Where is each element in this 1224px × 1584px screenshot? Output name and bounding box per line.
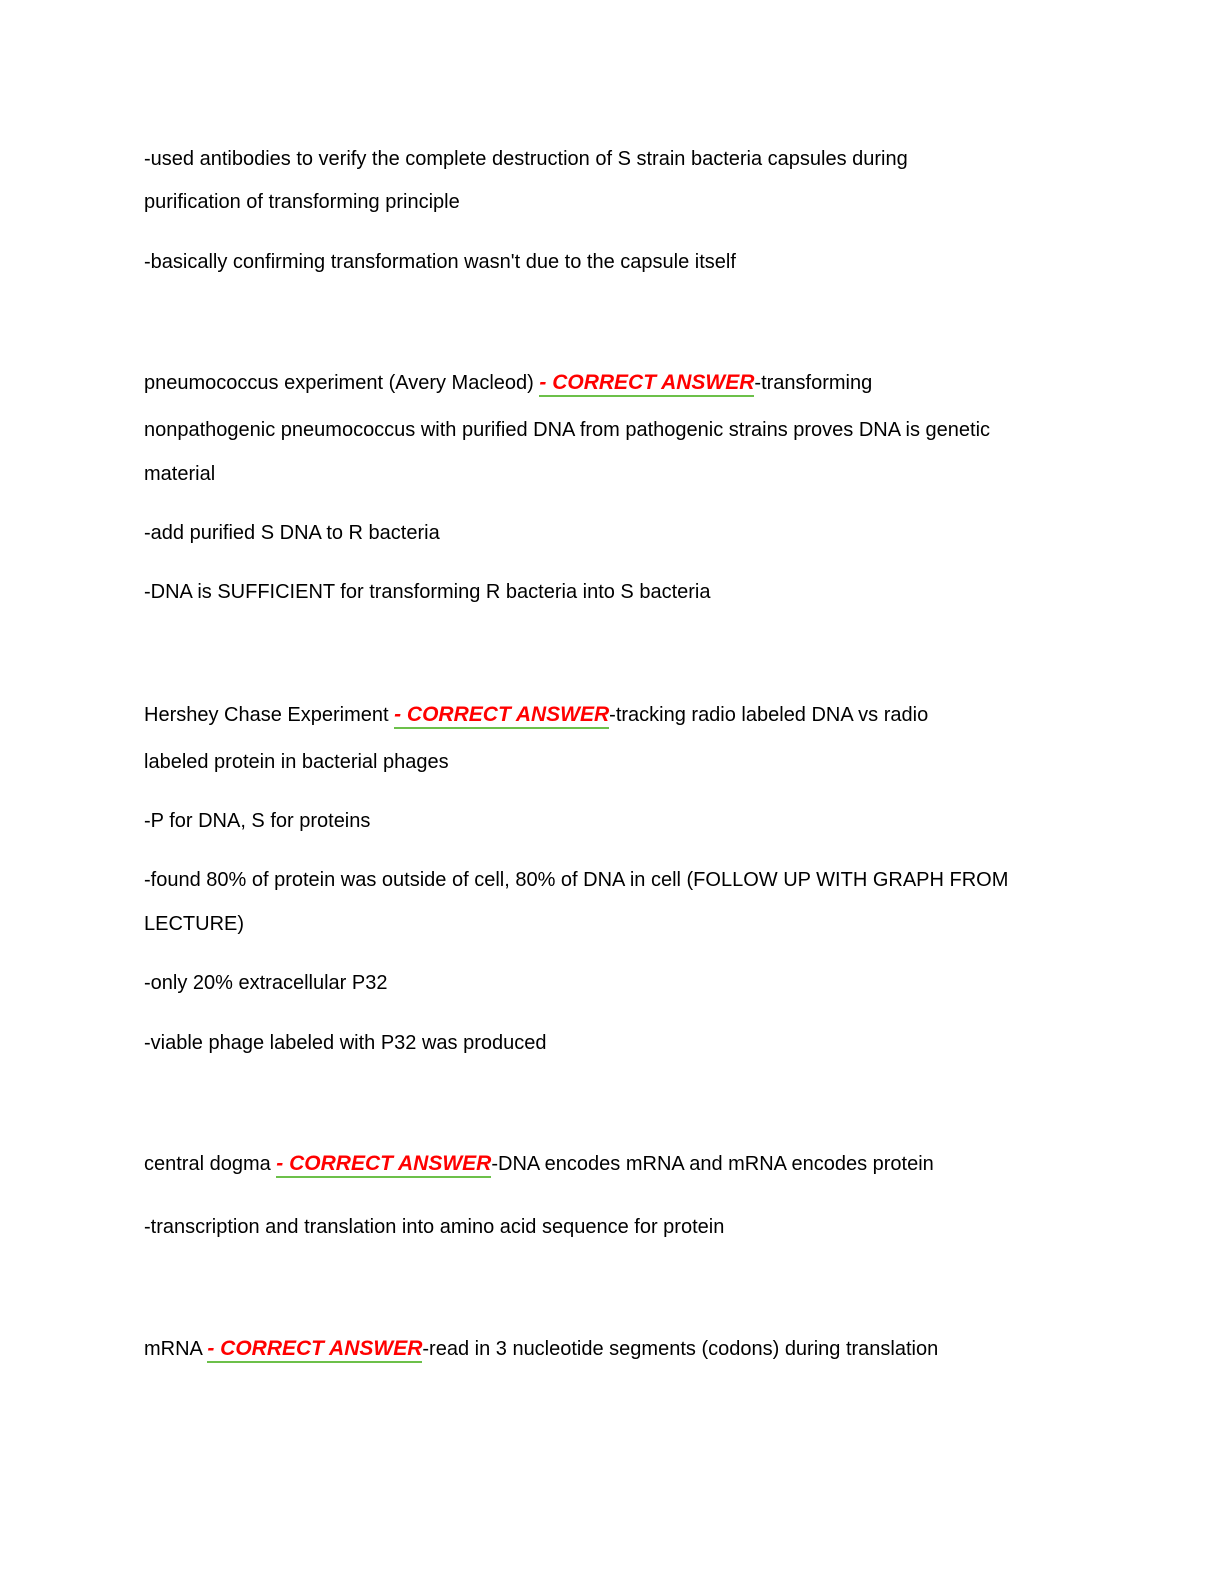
definition: -DNA encodes mRNA and mRNA encodes protein bbox=[491, 1153, 934, 1175]
text-line: material bbox=[144, 463, 216, 485]
text-line: -found 80% of protein was outside of cell, 80% of DNA in cell (FOLLOW UP WITH GRAPH FROM bbox=[144, 869, 1009, 891]
text-line: -basically confirming transformation wasn't due to the capsule itself bbox=[144, 251, 736, 273]
text-line: -add purified S DNA to R bacteria bbox=[144, 522, 440, 544]
term: mRNA bbox=[144, 1338, 208, 1360]
text-line: nonpathogenic pneumococcus with purified DNA from pathogenic strains proves DNA is genetic bbox=[144, 419, 991, 441]
qa-entry-hershey-chase bbox=[144, 702, 928, 728]
qa-entry-pneumococcus bbox=[144, 370, 872, 396]
text-line: -transcription and translation into amino acid sequence for protein bbox=[144, 1216, 725, 1238]
definition: -transforming bbox=[754, 372, 873, 394]
text-line: labeled protein in bacterial phages bbox=[144, 751, 449, 773]
qa-entry-central-dogma bbox=[144, 1151, 934, 1177]
correct-answer-tag: - CORRECT ANSWER bbox=[276, 1152, 491, 1178]
term: Hershey Chase Experiment bbox=[144, 704, 395, 726]
term: central dogma bbox=[144, 1153, 277, 1175]
text-line: -P for DNA, S for proteins bbox=[144, 810, 371, 832]
correct-answer-tag: - CORRECT ANSWER bbox=[539, 371, 754, 397]
text-line: LECTURE) bbox=[144, 913, 245, 935]
text-line: -only 20% extracellular P32 bbox=[144, 972, 388, 994]
text-line: purification of transforming principle bbox=[144, 191, 460, 213]
text-line: -used antibodies to verify the complete destruction of S strain bacteria capsules during bbox=[144, 148, 908, 170]
term: pneumococcus experiment (Avery Macleod) bbox=[144, 372, 540, 394]
text-line: -viable phage labeled with P32 was produced bbox=[144, 1032, 547, 1054]
correct-answer-tag: - CORRECT ANSWER bbox=[207, 1337, 422, 1363]
qa-entry-mrna bbox=[144, 1336, 938, 1362]
text-line: -DNA is SUFFICIENT for transforming R bacteria into S bacteria bbox=[144, 581, 711, 603]
definition: -read in 3 nucleotide segments (codons) during translation bbox=[422, 1338, 939, 1360]
correct-answer-tag: - CORRECT ANSWER bbox=[394, 703, 609, 729]
definition: -tracking radio labeled DNA vs radio bbox=[609, 704, 929, 726]
